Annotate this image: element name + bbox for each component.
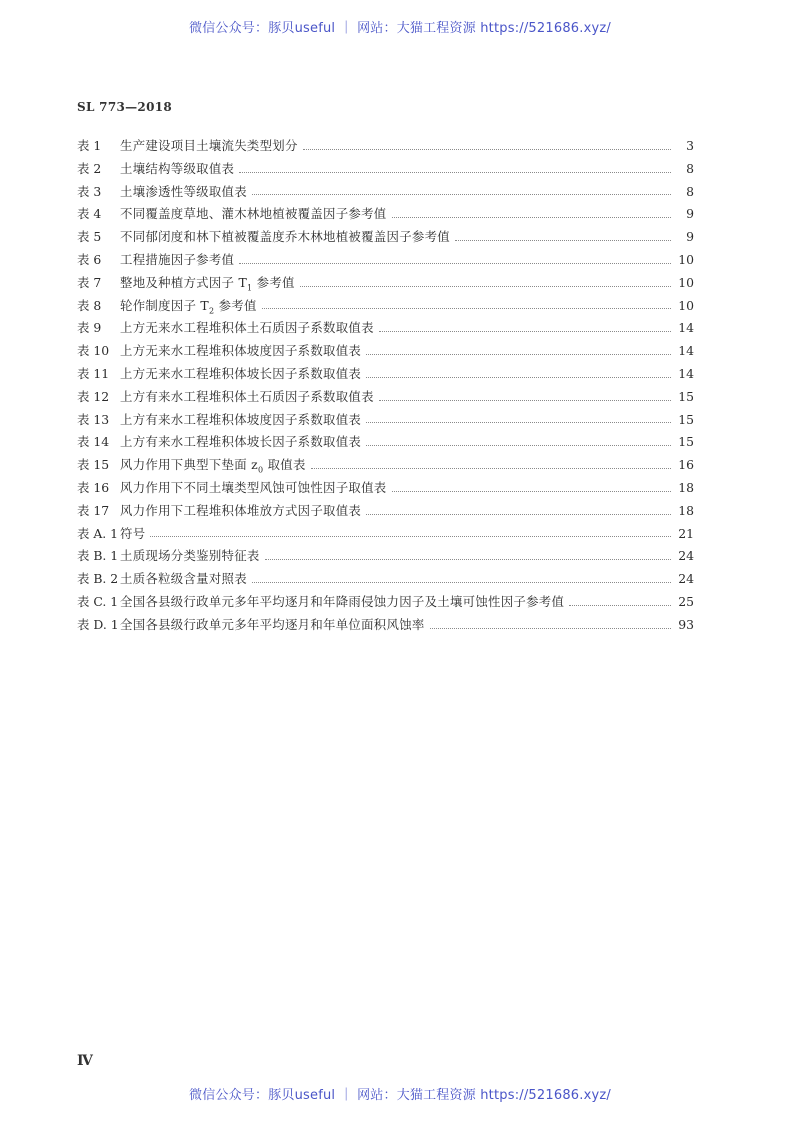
toc-leader-dots xyxy=(366,377,671,378)
toc-entry-page: 8 xyxy=(686,183,694,199)
toc-entry-page: 14 xyxy=(678,343,694,359)
toc-entry-title xyxy=(120,387,374,405)
toc-leader-dots xyxy=(366,445,671,446)
toc-entry-page: 24 xyxy=(678,548,694,564)
toc-entry-title-text: 上方有来水工程堆积体坡长因子系数取值表 xyxy=(120,434,362,450)
toc-entry-title xyxy=(120,592,564,610)
toc-entry[interactable] xyxy=(77,159,694,182)
toc-entry-number: 表 17 xyxy=(77,502,110,518)
toc-entry-title-text: 土壤结构等级取值表 xyxy=(120,160,235,176)
toc-leader-dots xyxy=(366,514,671,515)
toc-entry-page: 14 xyxy=(678,320,694,336)
toc-entry-number: 表 9 xyxy=(77,320,102,336)
toc-entry[interactable] xyxy=(77,182,694,205)
toc-entry-number: 表 B. 1 xyxy=(77,548,119,564)
toc-entry[interactable] xyxy=(77,592,694,615)
toc-entry-title xyxy=(120,204,387,222)
toc-entry-title-suffix: 取值表 xyxy=(263,457,306,473)
toc-entry-title-text: 土质现场分类鉴别特征表 xyxy=(120,548,260,564)
toc-entry[interactable] xyxy=(77,546,694,569)
toc-entry-number: 表 B. 2 xyxy=(77,571,119,587)
toc-entry-number: 表 16 xyxy=(77,479,110,495)
toc-entry-page: 24 xyxy=(678,571,694,587)
toc-entry[interactable] xyxy=(77,318,694,341)
toc-entry[interactable] xyxy=(77,364,694,387)
toc-entry-page: 9 xyxy=(686,206,694,222)
toc-entry-title xyxy=(120,546,260,564)
toc-entry-number: 表 14 xyxy=(77,434,110,450)
toc-entry-number: 表 5 xyxy=(77,229,102,245)
toc-entry-number: 表 13 xyxy=(77,411,110,427)
toc-entry[interactable] xyxy=(77,227,694,250)
toc-entry-page: 9 xyxy=(686,229,694,245)
toc-entry-title-text: 风力作用下不同土壤类型风蚀可蚀性因子取值表 xyxy=(120,479,387,495)
toc-leader-dots xyxy=(379,400,671,401)
toc-entry-number: 表 A. 1 xyxy=(77,525,119,541)
toc-entry-number: 表 2 xyxy=(77,160,102,176)
toc-leader-dots xyxy=(150,536,671,537)
toc-entry-title xyxy=(120,296,257,315)
toc-entry-page: 15 xyxy=(678,411,694,427)
toc-entry-page: 8 xyxy=(686,160,694,176)
toc-entry-number: 表 8 xyxy=(77,297,102,313)
toc-entry[interactable] xyxy=(77,569,694,592)
toc-entry-title-text: 工程措施因子参考值 xyxy=(120,251,235,267)
toc-entry-title-text: 上方无来水工程堆积体坡度因子系数取值表 xyxy=(120,343,362,359)
toc-entry-number: 表 C. 1 xyxy=(77,593,119,609)
table-list xyxy=(77,136,694,638)
toc-entry-title-text: 全国各县级行政单元多年平均逐月和年单位面积风蚀率 xyxy=(120,616,425,632)
toc-leader-dots xyxy=(379,331,671,332)
toc-entry[interactable] xyxy=(77,250,694,273)
toc-leader-dots xyxy=(366,422,671,423)
toc-leader-dots xyxy=(252,582,671,583)
toc-entry-title-text: 上方有来水工程堆积体坡度因子系数取值表 xyxy=(120,411,362,427)
toc-entry-title xyxy=(120,182,247,200)
toc-entry-page: 10 xyxy=(678,274,694,290)
toc-entry-number: 表 D. 1 xyxy=(77,616,119,632)
toc-entry-number: 表 3 xyxy=(77,183,102,199)
toc-entry-page: 10 xyxy=(678,297,694,313)
toc-leader-dots xyxy=(239,263,671,264)
toc-entry[interactable] xyxy=(77,273,694,296)
toc-entry-title xyxy=(120,478,387,496)
toc-entry-number: 表 6 xyxy=(77,251,102,267)
document-code: SL 773—2018 xyxy=(77,100,173,114)
toc-entry[interactable] xyxy=(77,478,694,501)
toc-leader-dots xyxy=(303,149,671,150)
toc-leader-dots xyxy=(569,605,671,606)
toc-entry[interactable] xyxy=(77,615,694,638)
toc-entry-title-text: 风力作用下典型下垫面 z xyxy=(120,457,258,473)
toc-leader-dots xyxy=(366,354,671,355)
toc-entry-title xyxy=(120,273,295,292)
toc-entry-number: 表 7 xyxy=(77,274,102,290)
toc-entry-title xyxy=(120,364,361,382)
toc-entry-title-text: 符号 xyxy=(120,525,146,541)
toc-entry[interactable] xyxy=(77,524,694,547)
toc-leader-dots xyxy=(252,194,671,195)
toc-leader-dots xyxy=(392,217,671,218)
toc-entry-title xyxy=(120,410,361,428)
toc-entry-title xyxy=(120,250,234,268)
toc-entry-title xyxy=(120,341,361,359)
toc-entry[interactable] xyxy=(77,296,694,319)
toc-entry-title xyxy=(120,569,247,587)
toc-leader-dots xyxy=(392,491,671,492)
toc-entry-page: 21 xyxy=(678,525,694,541)
toc-entry-title-text: 上方有来水工程堆积体土石质因子系数取值表 xyxy=(120,388,374,404)
toc-leader-dots xyxy=(262,308,671,309)
toc-entry-page: 18 xyxy=(678,502,694,518)
toc-entry-title xyxy=(120,159,234,177)
toc-entry[interactable] xyxy=(77,136,694,159)
toc-entry-page: 15 xyxy=(678,434,694,450)
toc-entry-title-text: 生产建设项目土壤流失类型划分 xyxy=(120,138,298,153)
toc-entry-title-suffix: 参考值 xyxy=(252,274,295,290)
toc-leader-dots xyxy=(455,240,671,241)
toc-entry-title xyxy=(120,455,306,474)
toc-entry-title-text: 轮作制度因子 T xyxy=(120,297,209,313)
toc-entry[interactable] xyxy=(77,204,694,227)
toc-entry-title xyxy=(120,501,361,519)
toc-entry-title-text: 上方无来水工程堆积体土石质因子系数取值表 xyxy=(120,320,374,336)
toc-entry-title-text: 风力作用下工程堆积体堆放方式因子取值表 xyxy=(120,502,362,518)
toc-entry-page: 15 xyxy=(678,388,694,404)
toc-entry-title xyxy=(120,524,145,542)
toc-entry-title xyxy=(120,615,425,633)
toc-leader-dots xyxy=(300,286,671,287)
toc-entry[interactable] xyxy=(77,341,694,364)
watermark-bottom: 微信公众号：豚贝useful ｜ 网站：大猫工程资源 https://521686.xyz/ xyxy=(189,1088,611,1103)
toc-entry-title-text: 整地及种植方式因子 T xyxy=(120,274,248,290)
toc-entry-title-text: 全国各县级行政单元多年平均逐月和年降雨侵蚀力因子及土壤可蚀性因子参考值 xyxy=(120,593,565,609)
toc-entry[interactable] xyxy=(77,501,694,524)
toc-entry-page: 10 xyxy=(678,251,694,267)
toc-entry-title-suffix: 参考值 xyxy=(214,297,257,313)
toc-entry-number: 表 1 xyxy=(77,138,102,153)
toc-leader-dots xyxy=(265,559,671,560)
toc-entry[interactable] xyxy=(77,432,694,455)
toc-entry-title-text: 不同覆盖度草地、灌木林地植被覆盖因子参考值 xyxy=(120,206,387,222)
toc-entry-title-subscript: 1 xyxy=(247,283,253,293)
toc-entry-number: 表 11 xyxy=(77,365,110,381)
toc-entry-number: 表 4 xyxy=(77,206,102,222)
toc-leader-dots xyxy=(239,172,671,173)
toc-entry[interactable] xyxy=(77,410,694,433)
toc-entry-page: 3 xyxy=(686,138,694,153)
toc-entry-page: 14 xyxy=(678,365,694,381)
toc-leader-dots xyxy=(430,628,671,629)
toc-entry-title-text: 土质各粒级含量对照表 xyxy=(120,571,247,587)
toc-entry-title-text: 不同郁闭度和林下植被覆盖度乔木林地植被覆盖因子参考值 xyxy=(120,229,450,245)
toc-entry-title-subscript: 2 xyxy=(208,306,215,316)
toc-entry-title-text: 上方无来水工程堆积体坡长因子系数取值表 xyxy=(120,365,362,381)
toc-entry-title-subscript: 0 xyxy=(257,465,264,475)
toc-entry-number: 表 15 xyxy=(77,457,110,473)
page-number: Ⅳ xyxy=(77,1053,93,1069)
toc-entry-page: 16 xyxy=(678,457,694,473)
toc-entry-number: 表 10 xyxy=(77,343,110,359)
toc-entry-title xyxy=(120,318,374,336)
toc-entry[interactable] xyxy=(77,387,694,410)
toc-leader-dots xyxy=(311,468,671,469)
toc-entry-number: 表 12 xyxy=(77,388,110,404)
toc-entry-page: 18 xyxy=(678,479,694,495)
toc-entry-page: 93 xyxy=(678,616,694,632)
toc-entry-title xyxy=(120,227,450,245)
toc-entry-page: 25 xyxy=(678,593,694,609)
watermark-top: 微信公众号：豚贝useful ｜ 网站：大猫工程资源 https://521686.xyz/ xyxy=(189,21,611,36)
toc-entry-title xyxy=(120,432,361,450)
toc-entry-title-text: 土壤渗透性等级取值表 xyxy=(120,183,247,199)
toc-entry[interactable] xyxy=(77,455,694,478)
toc-entry-title xyxy=(120,136,298,154)
